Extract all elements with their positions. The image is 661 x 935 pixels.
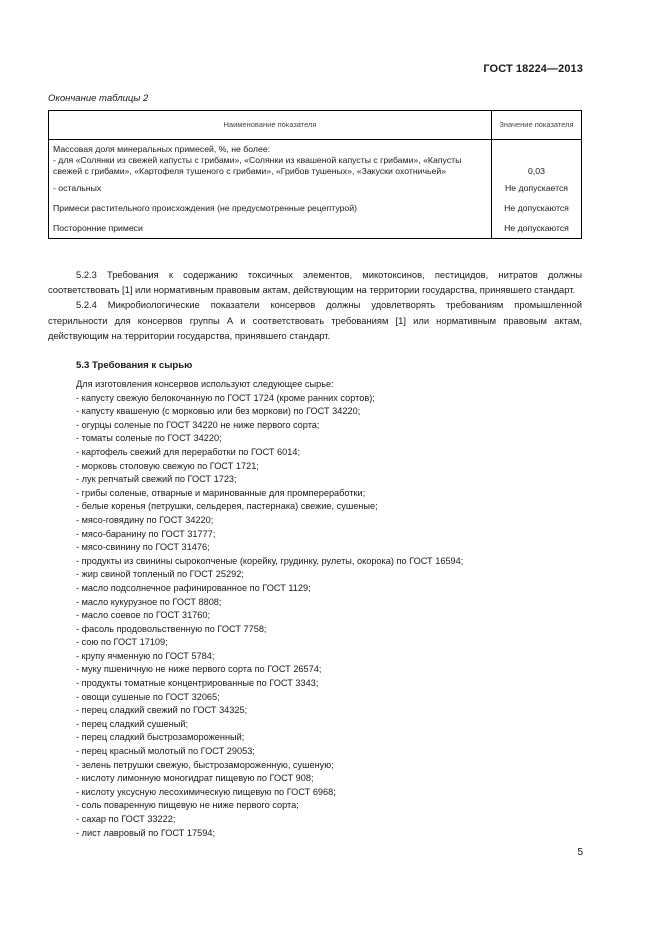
table-caption: Окончание таблицы 2	[48, 93, 149, 104]
table-row	[49, 218, 582, 239]
table-cell-value: Не допускаются	[492, 198, 582, 218]
list-item: - белые коренья (петрушки, сельдерея, пастернака) свежие, сушеные;	[76, 501, 378, 512]
list-item: - грибы соленые, отварные и маринованные для промпереработки;	[76, 487, 366, 498]
column-header-value: Значение показателя	[492, 111, 582, 140]
list-item: - капусту свежую белокочанную по ГОСТ 1724 (кроме ранних сортов);	[76, 392, 375, 403]
requirements-paragraphs	[48, 267, 582, 343]
list-item: - мясо-свинину по ГОСТ 31476;	[76, 542, 210, 553]
indicators-table	[48, 110, 582, 239]
list-item: - томаты соленые по ГОСТ 34220;	[76, 433, 222, 444]
list-item: - соль поваренную пищевую не ниже первого сорта;	[76, 800, 299, 811]
table-row	[49, 178, 582, 198]
table-cell-indicator: Примеси растительного происхождения (не предусмотренные рецептурой)	[49, 198, 492, 218]
paragraph-5-2-3: 5.2.3 Требования к содержанию токсичных элементов, микотоксинов, пестицидов, нитратов должны соответствовать [1] или нормативным правовым актам, действующим на территории государства, принявшего стандарт.	[48, 269, 582, 296]
list-item: - морковь столовую свежую по ГОСТ 1721;	[76, 460, 259, 471]
row-text-line: - для «Солянки из свежей капусты с грибами», «Солянки из квашеной капусты с грибами», «Капусты свежей с грибами», «Картофеля тушеного с грибами», «Грибов тушеных», «Закуски охотничьей»	[53, 154, 462, 176]
section-intro: Для изготовления консервов используют следующее сырье:	[76, 379, 334, 389]
list-item: - фасоль продовольственную по ГОСТ 7758;	[76, 623, 267, 634]
list-item: - капусту квашеную (с морковью или без моркови) по ГОСТ 34220;	[76, 406, 361, 417]
document-id-header: ГОСТ 18224—2013	[483, 63, 583, 75]
raw-materials-section	[76, 378, 582, 840]
paragraph-5-2-4: 5.2.4 Микробиологические показатели консервов должны удовлетворять требованиям промышленной стерильности для консервов группы А и соответствовать требованиям [1] или нормативным правовым актам, действующим на территории государства, принявшего стандарт.	[48, 299, 582, 341]
list-item: - масло кукурузное по ГОСТ 8808;	[76, 596, 222, 607]
section-title: 5.3 Требования к сырью	[76, 360, 193, 371]
list-item: - кислоту лимонную моногидрат пищевую по ГОСТ 908;	[76, 773, 314, 784]
list-item: - масло подсолнечное рафинированное по ГОСТ 1129;	[76, 582, 311, 593]
list-item: - перец красный молотый по ГОСТ 29053;	[76, 746, 255, 757]
table-cell-value: Не допускается	[492, 178, 582, 198]
list-item: - продукты томатные концентрированные по ГОСТ 3343;	[76, 678, 319, 689]
list-item: - перец сладкий сушеный;	[76, 718, 189, 729]
raw-materials-list	[76, 392, 582, 841]
list-item: - мясо-говядину по ГОСТ 34220;	[76, 514, 214, 525]
table-cell-value: Не допускаются	[492, 218, 582, 239]
list-item: - продукты из свинины сырокопченые (корейку, грудинку, рулеты, окорока) по ГОСТ 16594;	[76, 555, 464, 566]
table-cell-indicator: - остальных	[49, 178, 492, 198]
list-item: - сою по ГОСТ 17109;	[76, 637, 168, 648]
list-item: - перец сладкий свежий по ГОСТ 34325;	[76, 705, 248, 716]
list-item: - зелень петрушки свежую, быстрозамороженную, сушеную;	[76, 759, 334, 770]
page-number: 5	[577, 847, 583, 858]
table-cell-indicator: Посторонние примеси	[49, 218, 492, 239]
table-cell-value: 0,03	[492, 140, 582, 179]
list-item: - перец сладкий быстрозамороженный;	[76, 732, 245, 743]
list-item: - сахар по ГОСТ 33222;	[76, 814, 176, 824]
list-item: - муку пшеничную не ниже первого сорта по ГОСТ 26574;	[76, 664, 322, 675]
list-item: - мясо-баранину по ГОСТ 31777;	[76, 528, 216, 539]
row-text-line: Массовая доля минеральных примесей, %, не более:	[53, 144, 271, 154]
list-item: - лист лавровый по ГОСТ 17594;	[76, 827, 216, 838]
list-item: - огурцы соленые по ГОСТ 34220 не ниже первого сорта;	[76, 419, 320, 430]
list-item: - кислоту уксусную лесохимическую пищевую по ГОСТ 6968;	[76, 786, 336, 797]
column-header-indicator: Наименование показателя	[49, 111, 492, 140]
list-item: - жир свиной топленый по ГОСТ 25292;	[76, 569, 244, 580]
list-item: - масло соевое по ГОСТ 31760;	[76, 610, 211, 621]
table-row	[49, 140, 582, 179]
table-header-row	[49, 111, 582, 140]
list-item: - крупу ячменную по ГОСТ 5784;	[76, 650, 215, 661]
list-item: - овощи сушеные по ГОСТ 32065;	[76, 691, 220, 702]
list-item: - картофель свежий для переработки по ГОСТ 6014;	[76, 446, 301, 457]
table-row	[49, 198, 582, 218]
table-cell-indicator	[49, 140, 492, 179]
list-item: - лук репчатый свежий по ГОСТ 1723;	[76, 474, 237, 485]
